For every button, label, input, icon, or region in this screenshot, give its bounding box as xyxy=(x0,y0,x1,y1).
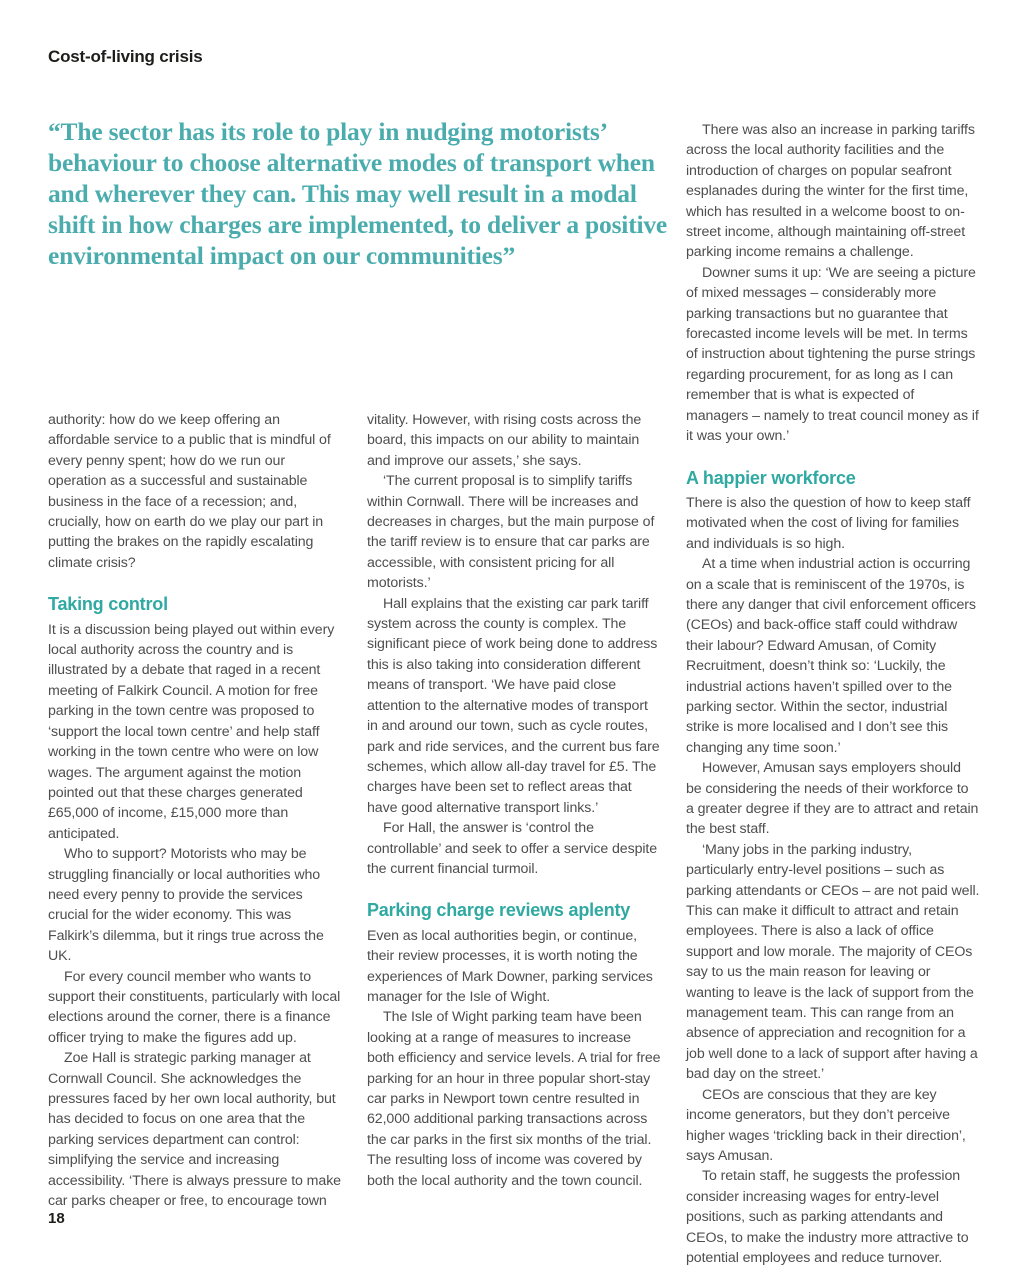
paragraph: CEOs are conscious that they are key income generators, but they don’t perceive higher wages ‘trickling back in their direction’, says Amusan. xyxy=(686,1086,966,1164)
paragraph: vitality. However, with rising costs across the board, this impacts on our ability to maintain and improve our assets,’ she says. xyxy=(367,412,642,469)
section-heading-happier-workforce: A happier workforce xyxy=(686,467,856,488)
paragraph: To retain staff, he suggests the profession consider increasing wages for entry-level positions, such as parking attendants and CEOs, to make the industry more attractive to potential employees and reduce turnover. xyxy=(686,1168,969,1266)
page-number: 18 xyxy=(48,1210,65,1227)
paragraph: Zoe Hall is strategic parking manager at Cornwall Council. She acknowledges the pressures faced by her own local authority, but has decided to focus on one area that the parking services department can control: simplifying the service and increasing accessibility. ‘There is always pressure to make car parks cheaper or free, to encourage town xyxy=(48,1050,341,1210)
paragraph: authority: how do we keep offering an affordable service to a public that is mindful of every penny spent; how do we run our operation as a successful and sustainable business in the face of a recession; and, crucially, how on earth do we play our part in putting the brakes on the rapidly escalating climate crisis? xyxy=(48,412,331,571)
paragraph: ‘The current proposal is to simplify tariffs within Cornwall. There will be increases and decreases in charges, but the main purpose of the tariff review is to ensure that car parks are accessible, with consistent pricing for all motorists.’ xyxy=(367,473,655,592)
pull-quote: “The sector has its role to play in nudging motorists’ behaviour to choose alternative modes of transport when and wherever they can. This may well result in a modal shift in how charges are implemented, to deliver a positive environmental impact on our communities” xyxy=(48,117,668,270)
paragraph: At a time when industrial action is occurring on a scale that is reminiscent of the 1970s, is there any danger that civil enforcement officers (CEOs) and back-office staff could withdraw their labour? Edward Amusan, of Comity Recruitment, doesn’t think so: ‘Luckily, the industrial actions haven’t spilled over to the parking sector. Within the sector, industrial strike is more localised and I don’t see this changing any time soon.’ xyxy=(686,556,976,756)
paragraph: It is a discussion being played out within every local authority across the country and is illustrated by a debate that raged in a recent meeting of Falkirk Council. A motion for free parking in the town centre was proposed to ‘support the local town centre’ and help staff working in the town centre who were on low wages. The argument against the motion pointed out that these charges generated £65,000 of income, £15,000 more than anticipated. xyxy=(48,621,335,842)
section-heading-taking-control: Taking control xyxy=(48,594,168,615)
paragraph: Even as local authorities begin, or continue, their review processes, it is worth noting the experiences of Mark Downer, parking services manager for the Isle of Wight. xyxy=(367,927,653,1005)
section-kicker: Cost-of-living crisis xyxy=(48,47,203,66)
section-heading-parking-charge-reviews: Parking charge reviews aplenty xyxy=(367,900,631,921)
paragraph: For Hall, the answer is ‘control the controllable’ and seek to offer a service despite the current financial turmoil. xyxy=(367,820,658,877)
paragraph: There is also the question of how to keep staff motivated when the cost of living for families and individuals is so high. xyxy=(686,494,971,552)
column-right xyxy=(686,120,980,1268)
paragraph: For every council member who wants to support their constituents, particularly with local elections around the corner, there is a finance officer trying to make the figures add up. xyxy=(48,968,341,1046)
paragraph: However, Amusan says employers should be considering the needs of their workforce to a greater degree if they are to attract and retain the best staff. xyxy=(686,760,979,838)
column-left xyxy=(48,410,342,1211)
paragraph: There was also an increase in parking tariffs across the local authority facilities and the introduction of charges on popular seafront esplanades during the winter for the first time, which has resulted in a welcome boost to on-street income, although maintaining off-street parking income remains a challenge. xyxy=(686,122,975,261)
paragraph: Hall explains that the existing car park tariff system across the county is complex. The significant piece of work being done to address this is also taking into consideration different means of transport. ‘We have paid close attention to the alternative modes of transport in and around our town, such as cycle routes, park and ride services, and the current bus fare schemes, which allow all-day travel for £5. The charges have been set to reflect areas that have good alternative transport links.’ xyxy=(367,595,660,816)
paragraph: Downer sums it up: ‘We are seeing a picture of mixed messages – considerably more parking transactions but no guarantee that forecasted income levels will be met. In terms of instruction about tightening the purse strings regarding procurement, for as long as I can remember that is what is expected of managers – namely to treat council money as if it was your own.’ xyxy=(686,264,979,445)
paragraph: Who to support? Motorists who may be struggling financially or local authorities who need every penny to provide the services crucial for the wider economy. This was Falkirk’s dilemma, but it rings true across the UK. xyxy=(48,846,324,965)
paragraph: The Isle of Wight parking team have been looking at a range of measures to increase both efficiency and service levels. A trial for free parking for an hour in three popular short-stay car parks in Newport town centre resulted in 62,000 additional parking transactions across the car parks in the first six months of the trial. The resulting loss of income was covered by both the local authority and the town council. xyxy=(367,1009,661,1189)
paragraph: ‘Many jobs in the parking industry, particularly entry-level positions – such as parking attendants or CEOs – are not paid well. This can make it difficult to attract and retain employees. There is also a lack of office support and low morale. The majority of CEOs say to us the main reason for leaving or wanting to leave is the lack of support from the management team. This can range from an absence of appreciation and recognition for a job well done to a lack of support after having a bad day on the street.’ xyxy=(686,841,980,1083)
column-middle xyxy=(367,410,661,1191)
